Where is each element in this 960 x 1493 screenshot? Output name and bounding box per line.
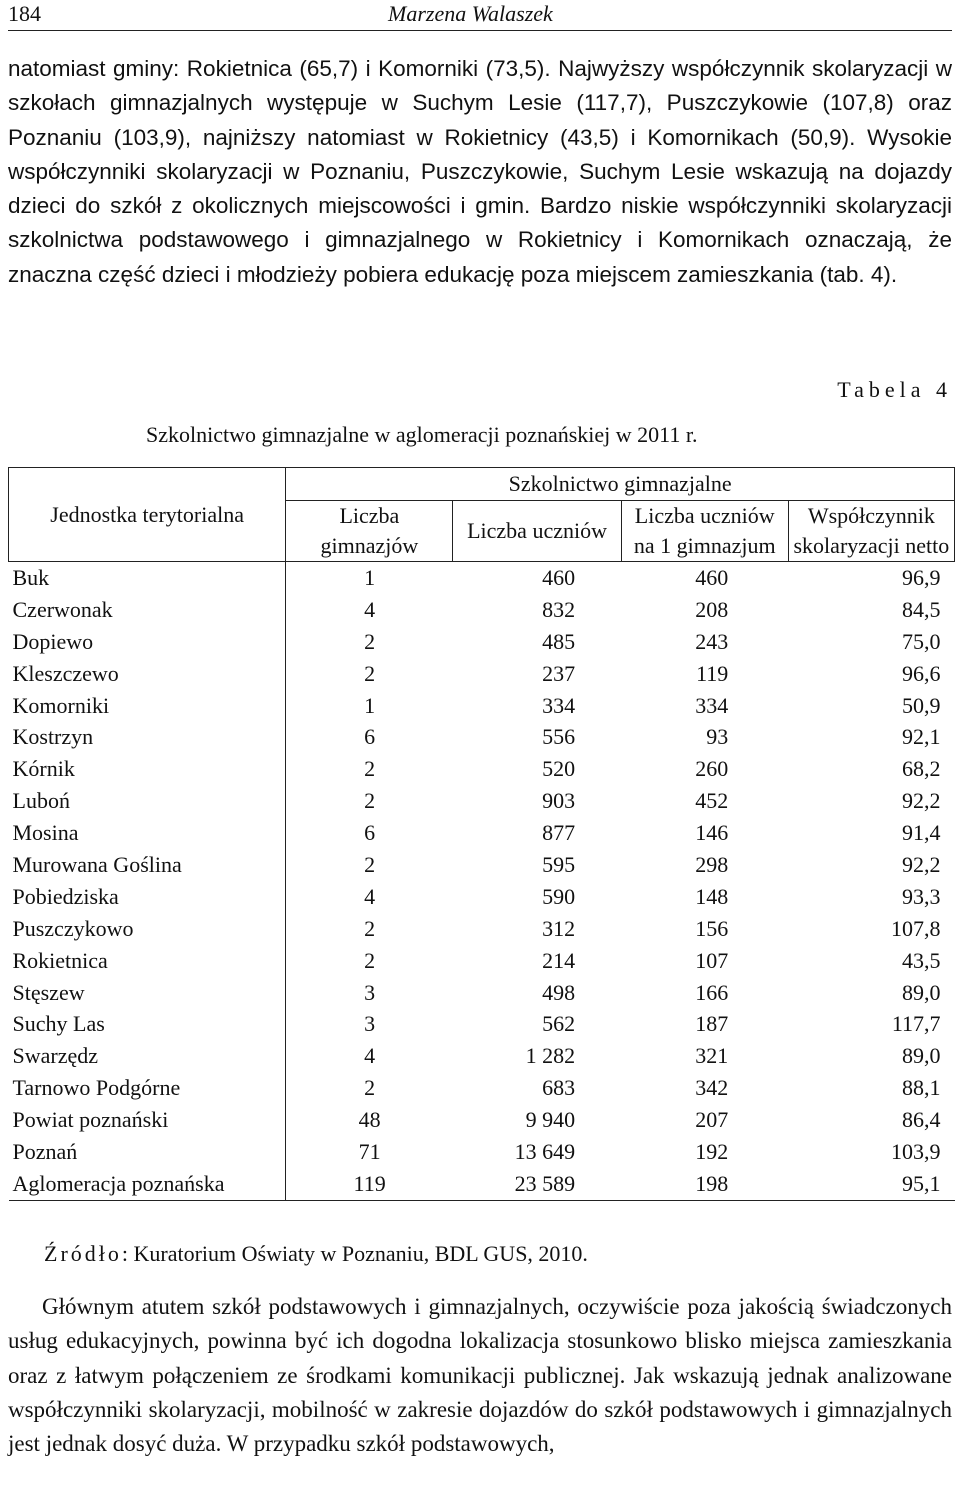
cell-schools: 6 <box>364 724 376 750</box>
cell-students: 1 282 <box>525 1043 576 1069</box>
cell-students: 562 <box>542 1011 576 1037</box>
cell-ratio: 88,1 <box>902 1075 941 1101</box>
table-row <box>9 626 955 658</box>
cell-unit: Stęszew <box>9 977 286 1009</box>
table-source <box>44 1239 588 1269</box>
body-paragraph-1: natomiast gminy: Rokietnica (65,7) i Komorniki (73,5). Najwyższy współczynnik skolaryzacji w szkołach gimnazjalnych występuje w Suchym Lesie (117,7), Puszczykowie (107,8) oraz Poznaniu (103,9), najniższy natomiast w Rokietnicy (43,5) i Komornikach (50,9). Wysokie współczynniki skolaryzacji w Poznaniu, Puszczykowie, Suchym Lesie wskazują na dojazdy dzieci do szkół z okolicznych miejscowości i gmin. Bardzo niskie współczynniki skolaryzacji szkolnictwa podstawowego i gimnazjalnego w Rokietnicy i Komornikach oznaczają, że znaczna część dzieci i młodzieży pobiera edukację poza miejscem zamieszkania (tab. 4). <box>8 56 952 287</box>
table-row <box>9 721 955 753</box>
cell-schools: 2 <box>364 660 376 686</box>
cell-students: 520 <box>542 756 576 782</box>
cell-students: 683 <box>542 1075 576 1101</box>
header-group: Szkolnictwo gimnazjalne <box>286 468 955 501</box>
cell-students: 590 <box>542 883 576 909</box>
cell-schools: 48 <box>358 1107 381 1133</box>
cell-ratio: 50,9 <box>902 692 941 718</box>
table-row <box>9 945 955 977</box>
cell-unit: Buk <box>9 562 286 594</box>
cell-students: 595 <box>542 851 576 877</box>
cell-per-school: 192 <box>695 1138 729 1164</box>
cell-ratio: 91,4 <box>902 820 941 846</box>
cell-students: 23 589 <box>453 1168 621 1200</box>
body-paragraph-2: Głównym atutem szkół podstawowych i gimnazjalnych, oczywiście poza jakością świadczonych usług edukacyjnych, powinna być ich dogodna lokalizacja stosunkowo blisko miejsca zamieszkania oraz z łatwym połączeniem ze środkami komunikacji publicznej. Jak wskazują jednak analizowane współczynniki skolaryzacji, mobilność w zakresie dojazdów do szkół podstawowych i gimnazjalnych jest jednak dosyć duża. W przypadku szkół podstawowych, <box>8 1294 952 1457</box>
table-row <box>9 753 955 785</box>
running-head-author: Marzena Walaszek <box>388 1 553 26</box>
cell-students: 214 <box>542 947 576 973</box>
cell-unit: Kleszczewo <box>9 658 286 690</box>
cell-students: 334 <box>542 692 576 718</box>
table-row <box>9 562 955 594</box>
cell-unit: Pobiedziska <box>9 881 286 913</box>
cell-students: 312 <box>542 915 576 941</box>
cell-unit: Aglomeracja poznańska <box>9 1168 286 1200</box>
cell-ratio: 92,2 <box>902 851 941 877</box>
cell-students: 903 <box>542 788 576 814</box>
cell-ratio: 96,6 <box>902 660 941 686</box>
cell-per-school: 243 <box>695 628 729 654</box>
header-per-school: Liczba uczniów na 1 gimnazjum <box>621 501 788 562</box>
table-row <box>9 1104 955 1136</box>
cell-unit: Mosina <box>9 817 286 849</box>
cell-unit: Kostrzyn <box>9 721 286 753</box>
cell-schools: 2 <box>364 915 376 941</box>
cell-per-school: 146 <box>695 820 729 846</box>
cell-per-school: 93 <box>706 724 729 750</box>
cell-unit: Kórnik <box>9 753 286 785</box>
cell-ratio: 92,1 <box>902 724 941 750</box>
cell-schools: 1 <box>364 692 376 718</box>
cell-per-school: 187 <box>695 1011 729 1037</box>
cell-per-school: 342 <box>695 1075 729 1101</box>
table-row <box>9 594 955 626</box>
cell-students: 460 <box>542 564 576 590</box>
table-row <box>9 849 955 881</box>
table-row <box>9 1136 955 1168</box>
cell-ratio: 84,5 <box>902 596 941 622</box>
table-title: Szkolnictwo gimnazjalne w aglomeracji poznańskiej w 2011 r. <box>146 422 698 447</box>
cell-ratio: 95,1 <box>788 1168 954 1200</box>
cell-ratio: 43,5 <box>902 947 941 973</box>
cell-unit: Luboń <box>9 785 286 817</box>
source-label: Źródło <box>44 1241 122 1266</box>
cell-ratio: 92,2 <box>902 788 941 814</box>
cell-schools: 1 <box>364 564 376 590</box>
cell-schools: 2 <box>364 756 376 782</box>
cell-schools: 2 <box>364 628 376 654</box>
cell-per-school: 321 <box>695 1043 729 1069</box>
header-ratio: Współczynnik skolaryzacji netto <box>788 501 954 562</box>
table-row <box>9 1168 955 1200</box>
cell-students: 877 <box>542 820 576 846</box>
cell-schools: 2 <box>364 1075 376 1101</box>
cell-ratio: 93,3 <box>902 883 941 909</box>
cell-unit: Dopiewo <box>9 626 286 658</box>
cell-schools: 71 <box>358 1138 381 1164</box>
header-students: Liczba uczniów <box>453 501 621 562</box>
source-text: : Kuratorium Oświaty w Poznaniu, BDL GUS, 2010. <box>121 1241 588 1266</box>
cell-per-school: 460 <box>695 564 729 590</box>
cell-ratio: 103,9 <box>891 1138 941 1164</box>
cell-per-school: 298 <box>695 851 729 877</box>
page-number: 184 <box>8 1 41 26</box>
table-row <box>9 881 955 913</box>
cell-ratio: 68,2 <box>902 756 941 782</box>
cell-schools: 3 <box>364 979 376 1005</box>
cell-schools: 3 <box>364 1011 376 1037</box>
cell-per-school: 107 <box>695 947 729 973</box>
running-head <box>8 0 952 31</box>
cell-ratio: 117,7 <box>891 1011 941 1037</box>
table-row <box>9 1072 955 1104</box>
cell-unit: Komorniki <box>9 690 286 722</box>
cell-students: 9 940 <box>525 1107 576 1133</box>
cell-ratio: 86,4 <box>902 1107 941 1133</box>
cell-unit: Murowana Goślina <box>9 849 286 881</box>
cell-per-school: 148 <box>695 883 729 909</box>
cell-students: 13 649 <box>514 1138 576 1164</box>
table-row <box>9 817 955 849</box>
cell-ratio: 75,0 <box>902 628 941 654</box>
cell-per-school: 119 <box>696 660 729 686</box>
cell-unit: Czerwonak <box>9 594 286 626</box>
cell-schools: 119 <box>286 1168 453 1200</box>
table-body <box>9 562 955 1201</box>
table-row <box>9 658 955 690</box>
cell-ratio: 89,0 <box>902 979 941 1005</box>
table-row <box>9 1040 955 1072</box>
cell-schools: 4 <box>364 596 376 622</box>
cell-unit: Tarnowo Podgórne <box>9 1072 286 1104</box>
cell-per-school: 156 <box>695 915 729 941</box>
cell-students: 498 <box>542 979 576 1005</box>
cell-students: 556 <box>542 724 576 750</box>
cell-ratio: 96,9 <box>902 564 941 590</box>
data-table <box>8 467 955 1201</box>
cell-per-school: 208 <box>695 596 729 622</box>
cell-ratio: 107,8 <box>891 915 941 941</box>
cell-per-school: 198 <box>621 1168 788 1200</box>
cell-unit: Suchy Las <box>9 1008 286 1040</box>
cell-schools: 2 <box>364 788 376 814</box>
cell-unit: Puszczykowo <box>9 913 286 945</box>
cell-unit: Rokietnica <box>9 945 286 977</box>
cell-per-school: 207 <box>695 1107 729 1133</box>
table-row <box>9 785 955 817</box>
cell-schools: 4 <box>364 1043 376 1069</box>
cell-schools: 4 <box>364 883 376 909</box>
header-schools: Liczba gimnazjów <box>286 501 453 562</box>
table-row <box>9 1008 955 1040</box>
table-row <box>9 690 955 722</box>
header-unit: Jednostka terytorialna <box>9 468 286 562</box>
cell-per-school: 166 <box>695 979 729 1005</box>
table-row <box>9 977 955 1009</box>
cell-students: 485 <box>542 628 576 654</box>
cell-students: 832 <box>542 596 576 622</box>
cell-per-school: 334 <box>695 692 729 718</box>
cell-ratio: 89,0 <box>902 1043 941 1069</box>
cell-students: 237 <box>542 660 576 686</box>
cell-unit: Powiat poznański <box>9 1104 286 1136</box>
cell-schools: 2 <box>364 851 376 877</box>
cell-schools: 2 <box>364 947 376 973</box>
cell-schools: 6 <box>364 820 376 846</box>
cell-unit: Swarzędz <box>9 1040 286 1072</box>
cell-per-school: 260 <box>695 756 729 782</box>
cell-per-school: 452 <box>695 788 729 814</box>
table-label: Tabela 4 <box>837 377 952 402</box>
cell-unit: Poznań <box>9 1136 286 1168</box>
table-row <box>9 913 955 945</box>
